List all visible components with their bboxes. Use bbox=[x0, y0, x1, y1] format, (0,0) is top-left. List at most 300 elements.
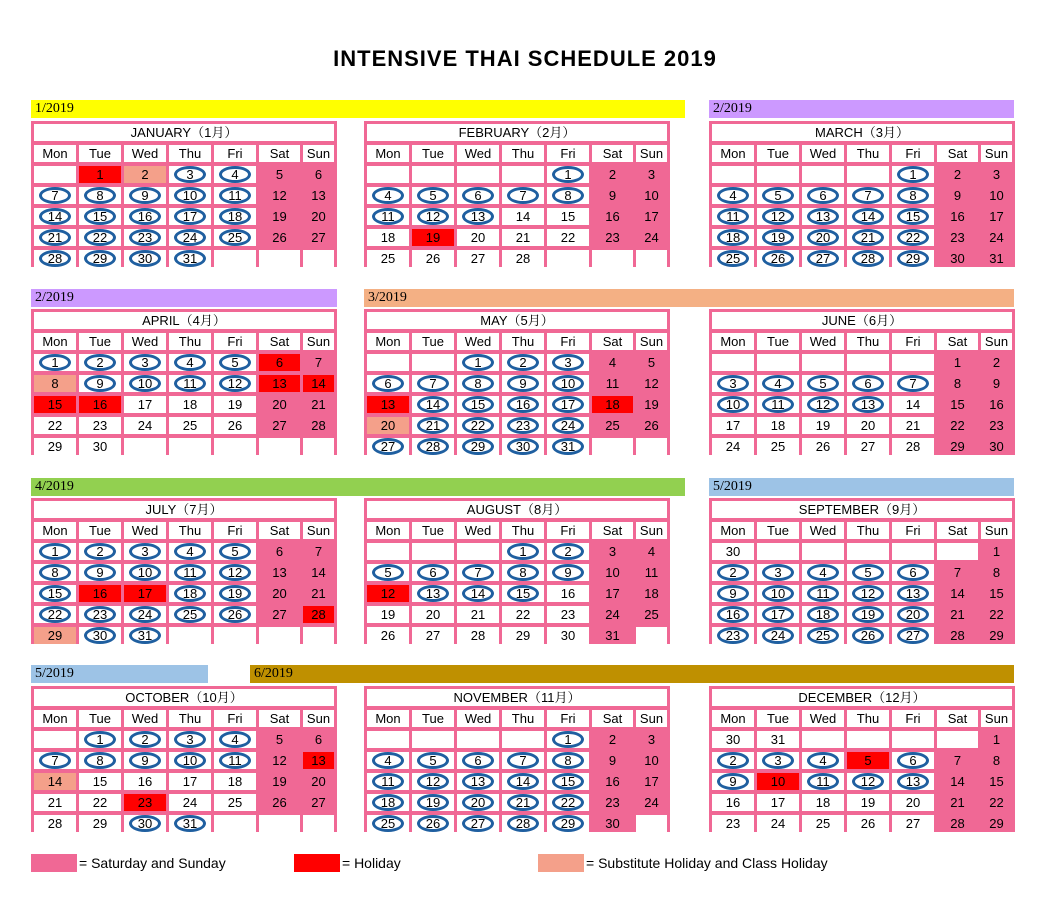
page-title: INTENSIVE THAI SCHEDULE 2019 bbox=[333, 46, 717, 71]
day-cell: 25 bbox=[367, 815, 409, 832]
empty-cell bbox=[259, 250, 300, 267]
day-cell: 27 bbox=[259, 606, 300, 623]
day-cell: 6 bbox=[892, 752, 934, 769]
day-cell: 28 bbox=[34, 250, 76, 267]
day-cell: 28 bbox=[937, 815, 978, 832]
day-cell: 17 bbox=[757, 794, 799, 811]
day-cell: 18 bbox=[802, 606, 844, 623]
day-cell: 14 bbox=[303, 375, 334, 392]
class-day-circle bbox=[417, 752, 449, 769]
day-cell: 6 bbox=[259, 543, 300, 560]
empty-cell bbox=[802, 354, 844, 371]
day-cell: 8 bbox=[547, 187, 589, 204]
weekday-header: Fri bbox=[547, 710, 589, 727]
day-cell: 1 bbox=[34, 543, 76, 560]
class-day-circle bbox=[762, 585, 794, 602]
day-cell: 14 bbox=[412, 396, 454, 413]
day-cell: 18 bbox=[592, 396, 633, 413]
day-cell: 1 bbox=[892, 166, 934, 183]
class-day-circle bbox=[717, 187, 749, 204]
month-title: NOVEMBER（11月） bbox=[367, 689, 667, 706]
day-cell: 18 bbox=[169, 585, 211, 602]
day-cell: 17 bbox=[547, 396, 589, 413]
day-cell: 22 bbox=[937, 417, 978, 434]
day-cell: 24 bbox=[124, 417, 166, 434]
class-day-circle bbox=[372, 752, 404, 769]
class-day-circle bbox=[219, 752, 251, 769]
day-cell: 7 bbox=[412, 375, 454, 392]
day-cell: 3 bbox=[757, 752, 799, 769]
weekday-header: Sat bbox=[937, 145, 978, 162]
weekday-header: Sat bbox=[259, 710, 300, 727]
empty-cell bbox=[636, 250, 667, 267]
day-cell: 30 bbox=[712, 543, 754, 560]
day-cell: 22 bbox=[547, 794, 589, 811]
class-day-circle bbox=[39, 543, 71, 560]
class-day-circle bbox=[717, 606, 749, 623]
class-day-circle bbox=[462, 354, 494, 371]
day-cell: 30 bbox=[79, 438, 121, 455]
day-cell: 16 bbox=[592, 208, 633, 225]
class-day-circle bbox=[39, 229, 71, 246]
weekday-header: Fri bbox=[892, 710, 934, 727]
day-cell: 11 bbox=[214, 187, 256, 204]
class-day-circle bbox=[507, 187, 539, 204]
class-day-circle bbox=[852, 606, 884, 623]
class-day-circle bbox=[219, 375, 251, 392]
day-cell: 13 bbox=[892, 585, 934, 602]
weekday-header: Thu bbox=[169, 710, 211, 727]
day-cell: 25 bbox=[169, 606, 211, 623]
class-day-circle bbox=[129, 815, 161, 832]
day-cell: 23 bbox=[592, 229, 633, 246]
day-cell: 18 bbox=[169, 396, 211, 413]
day-cell: 1 bbox=[981, 543, 1012, 560]
weekday-header: Tue bbox=[412, 710, 454, 727]
day-cell: 29 bbox=[547, 815, 589, 832]
day-cell: 7 bbox=[892, 375, 934, 392]
day-cell: 16 bbox=[937, 208, 978, 225]
term-bar: 5/2019 bbox=[31, 665, 208, 683]
month-calendar bbox=[31, 686, 337, 832]
day-cell: 3 bbox=[124, 354, 166, 371]
day-cell: 9 bbox=[712, 585, 754, 602]
weekday-header: Tue bbox=[79, 333, 121, 350]
day-cell: 16 bbox=[712, 606, 754, 623]
day-cell: 25 bbox=[367, 250, 409, 267]
month-title: MAY（5月） bbox=[367, 312, 667, 329]
empty-cell bbox=[457, 731, 499, 748]
empty-cell bbox=[303, 438, 334, 455]
day-cell: 30 bbox=[547, 627, 589, 644]
day-cell: 20 bbox=[412, 606, 454, 623]
day-cell: 11 bbox=[757, 396, 799, 413]
weekday-header: Thu bbox=[169, 333, 211, 350]
day-cell: 4 bbox=[802, 564, 844, 581]
day-cell: 16 bbox=[124, 773, 166, 790]
class-day-circle bbox=[897, 627, 929, 644]
weekday-header: Wed bbox=[457, 710, 499, 727]
weekday-header: Tue bbox=[757, 145, 799, 162]
class-day-circle bbox=[129, 752, 161, 769]
day-cell: 12 bbox=[214, 375, 256, 392]
class-day-circle bbox=[372, 375, 404, 392]
day-cell: 12 bbox=[412, 773, 454, 790]
class-day-circle bbox=[717, 208, 749, 225]
weekday-header: Sun bbox=[636, 333, 667, 350]
day-cell: 29 bbox=[79, 815, 121, 832]
day-cell: 7 bbox=[937, 752, 978, 769]
empty-cell bbox=[367, 166, 409, 183]
class-day-circle bbox=[39, 752, 71, 769]
day-cell: 19 bbox=[847, 794, 889, 811]
day-cell: 23 bbox=[592, 794, 633, 811]
empty-cell bbox=[412, 543, 454, 560]
class-day-circle bbox=[129, 627, 161, 644]
empty-cell bbox=[502, 731, 544, 748]
day-cell: 30 bbox=[937, 250, 978, 267]
weekday-header: Wed bbox=[802, 522, 844, 539]
class-day-circle bbox=[174, 564, 206, 581]
day-cell: 19 bbox=[847, 606, 889, 623]
class-day-circle bbox=[174, 731, 206, 748]
day-cell: 24 bbox=[636, 229, 667, 246]
day-cell: 11 bbox=[592, 375, 633, 392]
class-day-circle bbox=[897, 166, 929, 183]
day-cell: 13 bbox=[303, 187, 334, 204]
day-cell: 8 bbox=[457, 375, 499, 392]
empty-cell bbox=[367, 354, 409, 371]
day-cell: 2 bbox=[79, 354, 121, 371]
day-cell: 19 bbox=[412, 229, 454, 246]
day-cell: 12 bbox=[214, 564, 256, 581]
class-day-circle bbox=[807, 627, 839, 644]
day-cell: 5 bbox=[757, 187, 799, 204]
day-cell: 9 bbox=[79, 375, 121, 392]
day-cell: 2 bbox=[712, 752, 754, 769]
day-cell: 16 bbox=[712, 794, 754, 811]
empty-cell bbox=[367, 543, 409, 560]
day-cell: 17 bbox=[592, 585, 633, 602]
day-cell: 29 bbox=[502, 627, 544, 644]
day-cell: 9 bbox=[981, 375, 1012, 392]
class-day-circle bbox=[807, 250, 839, 267]
day-cell: 26 bbox=[214, 606, 256, 623]
day-cell: 31 bbox=[592, 627, 633, 644]
class-day-circle bbox=[129, 208, 161, 225]
class-day-circle bbox=[129, 229, 161, 246]
day-cell: 12 bbox=[802, 396, 844, 413]
empty-cell bbox=[457, 543, 499, 560]
class-day-circle bbox=[417, 438, 449, 455]
empty-cell bbox=[169, 438, 211, 455]
empty-cell bbox=[636, 627, 667, 644]
class-day-circle bbox=[717, 375, 749, 392]
day-cell: 18 bbox=[367, 229, 409, 246]
day-cell: 17 bbox=[981, 208, 1012, 225]
class-day-circle bbox=[417, 417, 449, 434]
day-cell: 23 bbox=[981, 417, 1012, 434]
class-day-circle bbox=[462, 208, 494, 225]
day-cell: 16 bbox=[502, 396, 544, 413]
class-day-circle bbox=[417, 208, 449, 225]
day-cell: 15 bbox=[79, 208, 121, 225]
day-cell: 10 bbox=[636, 187, 667, 204]
day-cell: 1 bbox=[547, 166, 589, 183]
day-cell: 9 bbox=[124, 187, 166, 204]
day-cell: 10 bbox=[757, 585, 799, 602]
empty-cell bbox=[892, 354, 934, 371]
day-cell: 3 bbox=[981, 166, 1012, 183]
day-cell: 21 bbox=[34, 229, 76, 246]
day-cell: 3 bbox=[757, 564, 799, 581]
weekday-header: Mon bbox=[712, 710, 754, 727]
day-cell: 26 bbox=[259, 229, 300, 246]
day-cell: 29 bbox=[34, 627, 76, 644]
weekday-header: Sat bbox=[937, 333, 978, 350]
day-cell: 8 bbox=[34, 564, 76, 581]
day-cell: 21 bbox=[457, 606, 499, 623]
day-cell: 11 bbox=[367, 208, 409, 225]
day-cell: 31 bbox=[169, 250, 211, 267]
day-cell: 21 bbox=[303, 585, 334, 602]
day-cell: 18 bbox=[757, 417, 799, 434]
term-bar: 5/2019 bbox=[709, 478, 1014, 496]
day-cell: 30 bbox=[79, 627, 121, 644]
weekday-header: Tue bbox=[412, 522, 454, 539]
class-day-circle bbox=[897, 606, 929, 623]
class-day-circle bbox=[897, 250, 929, 267]
day-cell: 21 bbox=[847, 229, 889, 246]
weekday-header: Tue bbox=[412, 333, 454, 350]
class-day-circle bbox=[129, 354, 161, 371]
day-cell: 26 bbox=[259, 794, 300, 811]
class-day-circle bbox=[219, 166, 251, 183]
day-cell: 22 bbox=[34, 417, 76, 434]
class-day-circle bbox=[84, 627, 116, 644]
month-title: MARCH（3月） bbox=[712, 124, 1012, 141]
day-cell: 26 bbox=[412, 815, 454, 832]
empty-cell bbox=[502, 166, 544, 183]
day-cell: 28 bbox=[847, 250, 889, 267]
day-cell: 18 bbox=[214, 208, 256, 225]
day-cell: 22 bbox=[79, 229, 121, 246]
empty-cell bbox=[847, 731, 889, 748]
day-cell: 6 bbox=[847, 375, 889, 392]
day-cell: 10 bbox=[592, 564, 633, 581]
class-day-circle bbox=[129, 606, 161, 623]
day-cell: 28 bbox=[303, 417, 334, 434]
day-cell: 4 bbox=[367, 752, 409, 769]
class-day-circle bbox=[552, 543, 584, 560]
day-cell: 13 bbox=[847, 396, 889, 413]
weekday-header: Wed bbox=[802, 333, 844, 350]
day-cell: 27 bbox=[259, 417, 300, 434]
class-day-circle bbox=[762, 564, 794, 581]
day-cell: 20 bbox=[892, 606, 934, 623]
weekday-header: Sat bbox=[259, 333, 300, 350]
term-bar: 4/2019 bbox=[31, 478, 685, 496]
day-cell: 24 bbox=[124, 606, 166, 623]
day-cell: 15 bbox=[547, 208, 589, 225]
day-cell: 1 bbox=[937, 354, 978, 371]
day-cell: 20 bbox=[457, 794, 499, 811]
class-day-circle bbox=[174, 543, 206, 560]
class-day-circle bbox=[219, 606, 251, 623]
day-cell: 10 bbox=[169, 187, 211, 204]
class-day-circle bbox=[174, 250, 206, 267]
day-cell: 18 bbox=[214, 773, 256, 790]
day-cell: 1 bbox=[502, 543, 544, 560]
class-day-circle bbox=[852, 208, 884, 225]
day-cell: 5 bbox=[367, 564, 409, 581]
day-cell: 29 bbox=[892, 250, 934, 267]
day-cell: 27 bbox=[303, 229, 334, 246]
day-cell: 13 bbox=[259, 375, 300, 392]
day-cell: 11 bbox=[802, 773, 844, 790]
weekday-header: Sat bbox=[592, 522, 633, 539]
class-day-circle bbox=[897, 375, 929, 392]
day-cell: 7 bbox=[34, 187, 76, 204]
day-cell: 12 bbox=[847, 773, 889, 790]
class-day-circle bbox=[552, 773, 584, 790]
empty-cell bbox=[847, 354, 889, 371]
class-day-circle bbox=[717, 773, 749, 790]
day-cell: 20 bbox=[259, 396, 300, 413]
day-cell: 22 bbox=[457, 417, 499, 434]
class-day-circle bbox=[717, 229, 749, 246]
class-day-circle bbox=[129, 731, 161, 748]
day-cell: 8 bbox=[981, 564, 1012, 581]
day-cell: 3 bbox=[592, 543, 633, 560]
weekday-header: Thu bbox=[169, 522, 211, 539]
day-cell: 10 bbox=[124, 564, 166, 581]
class-day-circle bbox=[174, 606, 206, 623]
class-day-circle bbox=[462, 187, 494, 204]
day-cell: 8 bbox=[547, 752, 589, 769]
day-cell: 2 bbox=[712, 564, 754, 581]
day-cell: 22 bbox=[892, 229, 934, 246]
weekday-header: Sun bbox=[303, 522, 334, 539]
day-cell: 4 bbox=[592, 354, 633, 371]
weekday-header: Fri bbox=[547, 145, 589, 162]
day-cell: 31 bbox=[169, 815, 211, 832]
day-cell: 3 bbox=[169, 731, 211, 748]
day-cell: 25 bbox=[757, 438, 799, 455]
day-cell: 6 bbox=[802, 187, 844, 204]
class-day-circle bbox=[507, 354, 539, 371]
day-cell: 8 bbox=[34, 375, 76, 392]
day-cell: 6 bbox=[259, 354, 300, 371]
day-cell: 17 bbox=[169, 208, 211, 225]
day-cell: 23 bbox=[937, 229, 978, 246]
class-day-circle bbox=[417, 564, 449, 581]
class-day-circle bbox=[219, 564, 251, 581]
class-day-circle bbox=[762, 627, 794, 644]
term-bar: 2/2019 bbox=[31, 289, 337, 307]
day-cell: 28 bbox=[412, 438, 454, 455]
day-cell: 22 bbox=[34, 606, 76, 623]
day-cell: 23 bbox=[712, 627, 754, 644]
class-day-circle bbox=[552, 752, 584, 769]
class-day-circle bbox=[897, 208, 929, 225]
weekday-header: Tue bbox=[757, 522, 799, 539]
day-cell: 6 bbox=[303, 166, 334, 183]
day-cell: 20 bbox=[847, 417, 889, 434]
empty-cell bbox=[412, 731, 454, 748]
class-day-circle bbox=[219, 543, 251, 560]
day-cell: 30 bbox=[124, 815, 166, 832]
day-cell: 16 bbox=[592, 773, 633, 790]
day-cell: 17 bbox=[124, 396, 166, 413]
empty-cell bbox=[892, 543, 934, 560]
day-cell: 20 bbox=[259, 585, 300, 602]
day-cell: 24 bbox=[757, 627, 799, 644]
day-cell: 26 bbox=[847, 815, 889, 832]
empty-cell bbox=[303, 815, 334, 832]
month-calendar bbox=[709, 498, 1015, 644]
class-day-circle bbox=[174, 375, 206, 392]
weekday-header: Fri bbox=[547, 333, 589, 350]
day-cell: 17 bbox=[712, 417, 754, 434]
weekday-header: Fri bbox=[214, 333, 256, 350]
empty-cell bbox=[214, 250, 256, 267]
day-cell: 30 bbox=[981, 438, 1012, 455]
day-cell: 2 bbox=[592, 731, 633, 748]
day-cell: 27 bbox=[457, 815, 499, 832]
weekday-header: Fri bbox=[214, 522, 256, 539]
legend-label: = Holiday bbox=[342, 855, 401, 871]
weekday-header: Mon bbox=[367, 522, 409, 539]
weekday-header: Fri bbox=[214, 710, 256, 727]
weekday-header: Fri bbox=[547, 522, 589, 539]
day-cell: 24 bbox=[757, 815, 799, 832]
day-cell: 2 bbox=[124, 731, 166, 748]
day-cell: 4 bbox=[757, 375, 799, 392]
day-cell: 13 bbox=[412, 585, 454, 602]
day-cell: 22 bbox=[502, 606, 544, 623]
day-cell: 12 bbox=[259, 187, 300, 204]
weekday-header: Mon bbox=[34, 333, 76, 350]
class-day-circle bbox=[717, 396, 749, 413]
day-cell: 2 bbox=[547, 543, 589, 560]
weekday-header: Sun bbox=[981, 145, 1012, 162]
weekday-header: Tue bbox=[79, 710, 121, 727]
weekday-header: Mon bbox=[367, 710, 409, 727]
weekday-header: Thu bbox=[502, 710, 544, 727]
day-cell: 27 bbox=[802, 250, 844, 267]
weekday-header: Sat bbox=[259, 522, 300, 539]
month-title: AUGUST（8月） bbox=[367, 501, 667, 518]
day-cell: 23 bbox=[124, 229, 166, 246]
day-cell: 8 bbox=[937, 375, 978, 392]
empty-cell bbox=[34, 166, 76, 183]
class-day-circle bbox=[84, 731, 116, 748]
day-cell: 4 bbox=[169, 354, 211, 371]
class-day-circle bbox=[417, 815, 449, 832]
day-cell: 18 bbox=[636, 585, 667, 602]
day-cell: 19 bbox=[214, 585, 256, 602]
empty-cell bbox=[547, 250, 589, 267]
empty-cell bbox=[802, 166, 844, 183]
weekday-header: Wed bbox=[124, 145, 166, 162]
class-day-circle bbox=[219, 585, 251, 602]
day-cell: 3 bbox=[169, 166, 211, 183]
day-cell: 24 bbox=[981, 229, 1012, 246]
day-cell: 20 bbox=[892, 794, 934, 811]
class-day-circle bbox=[852, 773, 884, 790]
class-day-circle bbox=[762, 250, 794, 267]
